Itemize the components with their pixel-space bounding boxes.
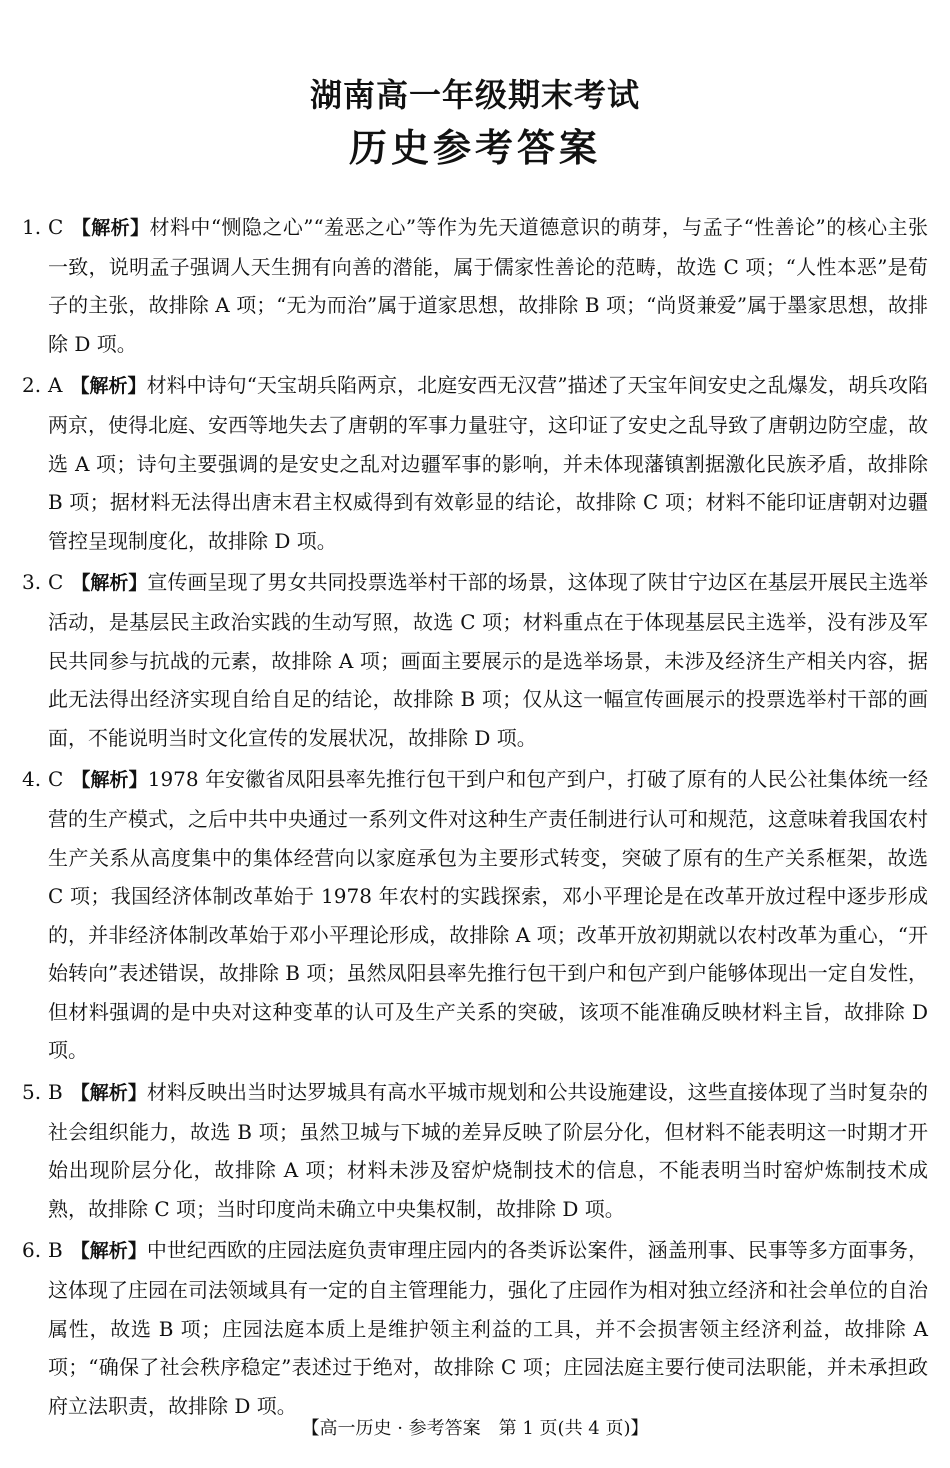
- answer-item-5: [22, 1073, 928, 1228]
- analysis-tag: 【解析】: [70, 1082, 147, 1105]
- analysis-text: 宣传画呈现了男女共同投票选举村干部的场景，这体现了陕甘宁边区在基层开展民主选举活动，是基层民主政治实践的生动写照，故选 C 项；材料重点在于体现基层民主选举，没有涉及军民共同参与抗战的元素，故排除 A 项；画面主要展示的是选举场景，未涉及经济生产相关内容，据此无法得出经济实现自给自足的结论，故排除 B 项；仅从这一幅宣传画展示的投票选举村干部的画面，不能说明当时文化宣传的发展状况，故排除 D 项。: [48, 570, 928, 750]
- answer-letter: C: [48, 767, 64, 792]
- answer-item-2: [22, 366, 928, 560]
- answer-item-6: [22, 1231, 928, 1425]
- answer-item-3: [22, 563, 928, 757]
- analysis-tag: 【解析】: [70, 1240, 147, 1263]
- question-number: 5.: [22, 1080, 42, 1105]
- analysis-tag: 【解析】: [71, 217, 150, 239]
- answer-body: [48, 366, 928, 560]
- answer-letter: B: [48, 1080, 63, 1105]
- answer-letter: C: [48, 215, 64, 239]
- answer-list: [22, 208, 928, 1428]
- exam-title: 湖南高一年级期末考试: [309, 76, 640, 114]
- analysis-text: 中世纪西欧的庄园法庭负责审理庄园内的各类诉讼案件，涵盖刑事、民事等多方面事务，这体现了庄园在司法领域具有一定的自主管理能力，强化了庄园作为相对独立经济和社会单位的自治属性，故选 B 项；庄园法庭本质上是维护领主利益的工具，并不会损害领主经济利益，故排除 A 项；“确保了社会秩序稳定”表述过于绝对，故排除 C 项；庄园法庭主要行使司法职能，并未承担政府立法职责，故排除 D 项。: [48, 1238, 928, 1418]
- answer-letter: C: [48, 570, 64, 595]
- question-number: 6.: [22, 1238, 42, 1263]
- analysis-text: 材料反映出当时达罗城具有高水平城市规划和公共设施建设，这些直接体现了当时复杂的社会组织能力，故选 B 项；虽然卫城与下城的差异反映了阶层分化，但材料不能表明这一时期才开始出现阶层分化，故排除 A 项；材料未涉及窑炉烧制技术的信息，不能表明当时窑炉炼制技术成熟，故排除 C 项；当时印度尚未确立中央集权制，故排除 D 项。: [48, 1080, 928, 1221]
- question-number: 3.: [22, 570, 42, 595]
- question-number: 4.: [22, 767, 42, 792]
- analysis-tag: 【解析】: [71, 769, 148, 792]
- answer-letter: B: [48, 1238, 63, 1263]
- analysis-text: 材料中“恻隐之心”“羞恶之心”等作为先天道德意识的萌芽，与孟子“性善论”的核心主张一致，说明孟子强调人天生拥有向善的潜能，属于儒家性善论的范畴，故选 C 项；“人性本恶”是荀子的主张，故排除 A 项；“无为而治”属于道家思想，故排除 B 项；“尚贤兼爱”属于墨家思想，故排除 D 项。: [48, 215, 928, 356]
- page-footer: 【高一历史 · 参考答案 第 1 页(共 4 页)】: [301, 1418, 649, 1439]
- answer-item-4: [22, 760, 928, 1070]
- analysis-text: 1978 年安徽省凤阳县率先推行包干到户和包产到户，打破了原有的人民公社集体统一经营的生产模式，之后中共中央通过一系列文件对这种生产责任制进行认可和规范，这意味着我国农村生产关系从高度集中的集体经营向以家庭承包为主要形式转变，突破了原有的生产关系框架，故选 C 项；我国经济体制改革始于 1978 年农村的实践探索，邓小平理论是在改革开放过程中逐步形成的，并非经济体制改革始于邓小平理论形成，故排除 A 项；改革开放初期就以农村改革为重心，“开始转向”表述错误，故排除 B 项；虽然凤阳县率先推行包干到户和包产到户能够体现出一定自发性，但材料强调的是中央对这种变革的认可及生产关系的突破，该项不能准确反映材料主旨，故排除 D 项。: [48, 767, 928, 1063]
- analysis-text: 材料中诗句“天宝胡兵陷两京，北庭安西无汉营”描述了天宝年间安史之乱爆发，胡兵攻陷两京，使得北庭、安西等地失去了唐朝的军事力量驻守，这印证了安史之乱导致了唐朝边防空虚，故选 A 项；诗句主要强调的是安史之乱对边疆军事的影响，并未体现藩镇割据激化民族矛盾，故排除 B 项；据材料无法得出唐末君主权威得到有效彰显的结论，故排除 C 项；材料不能印证唐朝对边疆管控呈现制度化，故排除 D 项。: [48, 373, 928, 553]
- question-number: 1.: [22, 215, 42, 239]
- answer-body: [48, 1231, 928, 1425]
- answer-letter: A: [48, 373, 63, 398]
- answer-body: [48, 1073, 928, 1228]
- analysis-tag: 【解析】: [70, 375, 147, 398]
- analysis-tag: 【解析】: [71, 572, 148, 595]
- answer-body: [48, 563, 928, 757]
- answer-key-title: 历史参考答案: [348, 126, 601, 170]
- question-number: 2.: [22, 373, 42, 398]
- answer-body: [48, 760, 928, 1070]
- answer-body: [48, 208, 928, 363]
- answer-item-1: [22, 208, 928, 363]
- page-header: [0, 72, 950, 174]
